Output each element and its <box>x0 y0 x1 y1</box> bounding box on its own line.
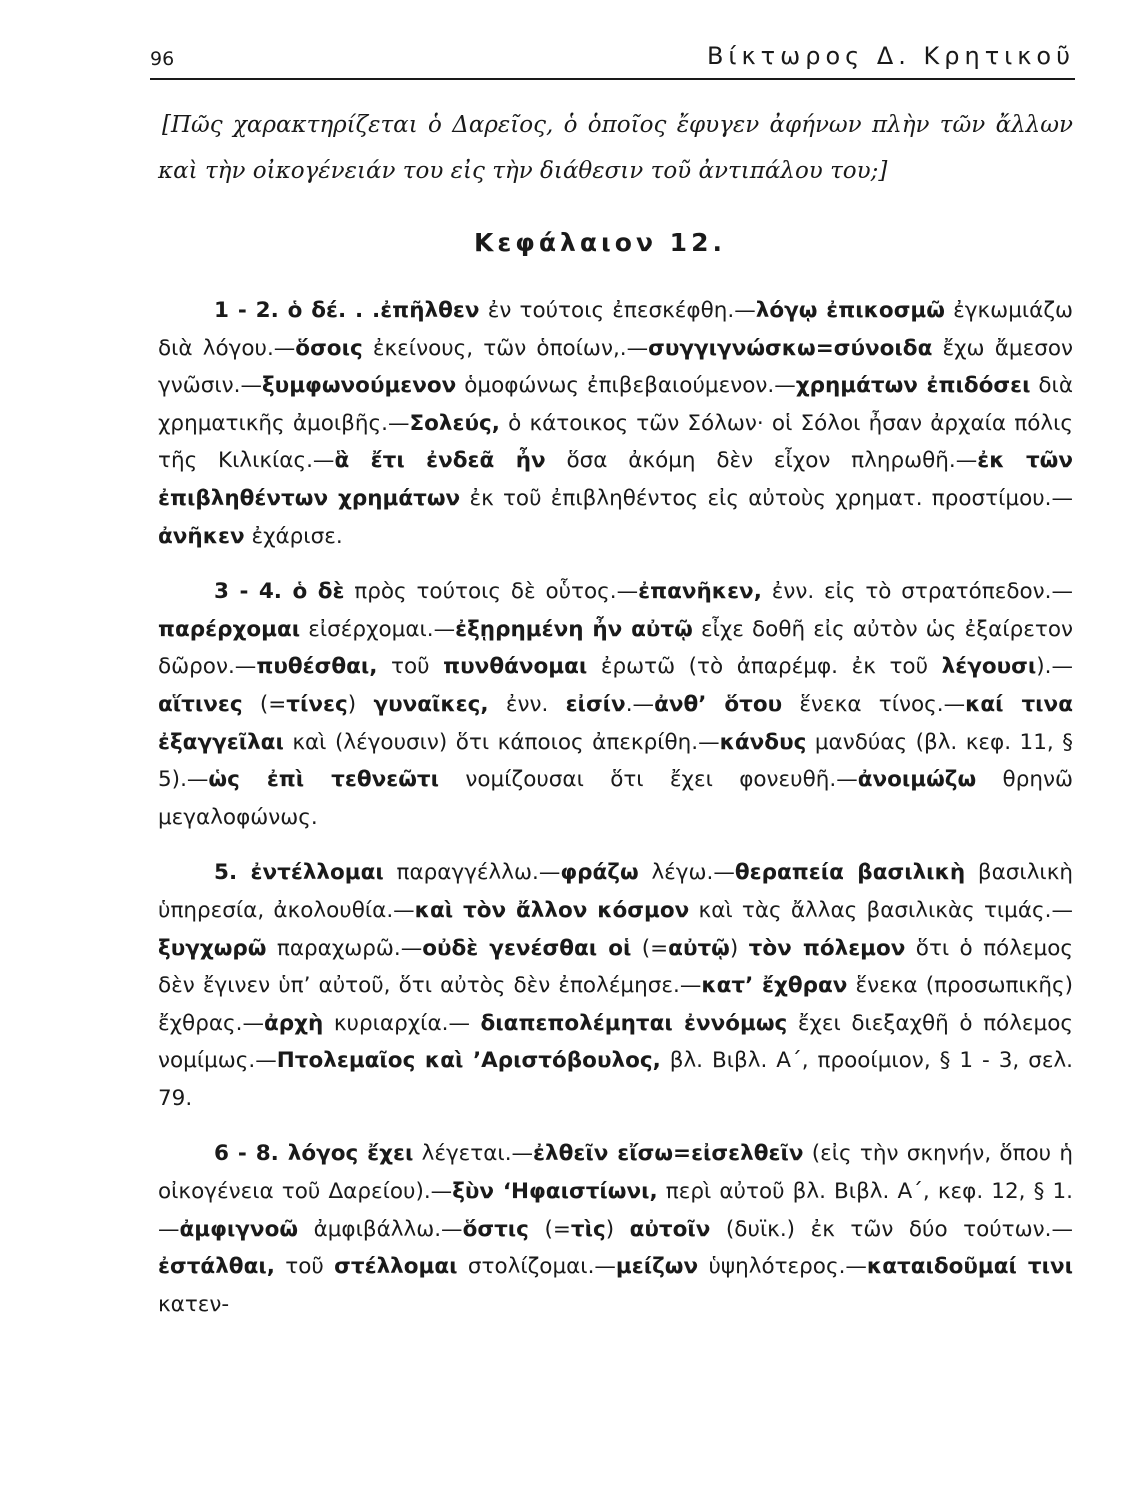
gloss-text: παραγγέλλω.— <box>383 860 561 886</box>
gloss-text: ἐν τούτοις ἐπεσκέφθη.— <box>479 298 756 323</box>
lemma-term: στέλλομαι <box>334 1254 458 1280</box>
gloss-text: λέγεται.— <box>413 1141 534 1167</box>
lemma-term: ἐπανῆκεν, <box>638 579 762 605</box>
lemma-term: λόγῳ ἐπικοσμῶ <box>755 298 945 323</box>
gloss-text: ) <box>729 935 749 961</box>
gloss-text: ἐκείνους, τῶν ὁποίων,.— <box>362 335 649 361</box>
lemma-term: ἀρχὴ <box>263 1010 324 1036</box>
lemma-term: Πτολεμαῖος καὶ ’Αριστόβουλος, <box>276 1048 661 1074</box>
lemma-term: ξυγχωρῶ <box>158 935 267 961</box>
lemma-term: εἰσίν <box>565 691 626 717</box>
lemma-term: Σολεύς, <box>409 410 500 436</box>
lemma-term: πυθέσθαι, <box>256 654 378 680</box>
lemma-term: κατ’ ἔχθραν <box>701 973 848 999</box>
gloss-text: (εἰς τὴν σκηνήν, ὅπου ἡ οἰκογένεια τοῦ Δαρείου).— <box>158 1141 1073 1205</box>
page-header <box>150 42 1075 80</box>
lemma-term: χρημάτων ἐπιδόσει <box>795 373 1031 399</box>
lemma-term: ἀνθ’ ὅτου <box>654 691 783 717</box>
lemma-term: ξὺν ‘Ηφαιστίωνι, <box>452 1179 658 1205</box>
gloss-text: διὰ χρηματικῆς ἀμοιβῆς.— <box>158 373 1073 436</box>
gloss-text: ἐχάρισε. <box>244 523 343 549</box>
gloss-text: ὑψηλότερος.— <box>698 1254 867 1280</box>
gloss-text: ὅσα ἀκόμη δὲν εἶχον πληρωθῆ.— <box>545 448 978 474</box>
lemma-term: ἐλθεῖν εἴσω=εἰσελθεῖν <box>533 1141 804 1167</box>
lemma-term: αἵτινες <box>158 691 243 717</box>
lemma-term: 6 - 8. λόγος ἔχει <box>214 1141 414 1167</box>
gloss-text: παραχωρῶ.— <box>266 935 423 961</box>
commentary-paragraph <box>158 292 1073 555</box>
running-head: Βίκτωρος Δ. Κρητικοῦ <box>706 42 1075 70</box>
lemma-term: γυναῖκες, <box>373 691 489 717</box>
gloss-text: τοῦ <box>377 654 444 680</box>
commentary-body <box>158 292 1073 1341</box>
gloss-text: (= <box>242 691 287 717</box>
lemma-term: ἐξῃρημένη ἦν αὐτῷ <box>455 616 693 642</box>
lemma-term: μείζων <box>615 1254 699 1280</box>
lemma-term: διαπεπολέμηται ἐννόμως <box>480 1010 788 1036</box>
commentary-paragraph <box>158 1135 1073 1323</box>
gloss-text: εἶχε δοθῆ εἰς αὐτὸν ὡς ἐξαίρετον δῶρον.— <box>158 616 1074 680</box>
gloss-text: κυριαρχία.— <box>323 1010 481 1036</box>
lemma-term: αὐτῷ <box>668 935 730 961</box>
gloss-text: βλ. Βιβλ. Α΄, προοίμιον, § 1 - 3, σελ. 79. <box>158 1048 1074 1111</box>
lemma-term: ἃ ἔτι ἐνδεᾶ ἦν <box>334 448 546 474</box>
gloss-text: βασιλικὴ ὑπηρεσία, ἀκολουθία.— <box>158 860 1073 923</box>
gloss-text: ) <box>347 691 374 717</box>
gloss-text: ἕνεκα (προσωπικῆς) ἔχθρας.— <box>158 973 1073 1036</box>
gloss-text: (= <box>528 1216 571 1242</box>
gloss-text: (= <box>631 935 669 961</box>
gloss-text: κατεν- <box>158 1291 230 1317</box>
gloss-text: ἐρωτῶ (τὸ ἀπαρέμφ. ἐκ τοῦ <box>587 654 942 680</box>
lemma-term: ἀνῆκεν <box>158 523 245 549</box>
gloss-text: καὶ (λέγουσιν) ὅτι κάποιος ἀπεκρίθη.— <box>283 729 720 755</box>
gloss-text: .— <box>625 691 655 717</box>
gloss-text: ἐνν. εἰς τὸ στρατόπεδον.— <box>761 579 1073 605</box>
lemma-term: θεραπεία βασιλικὴ <box>734 860 966 886</box>
gloss-text: ἀμφιβάλλω.— <box>298 1216 463 1242</box>
gloss-text: ὁμοφώνως ἐπιβεβαιούμενον.— <box>456 373 796 399</box>
lemma-term: 3 - 4. ὁ δὲ <box>214 579 345 605</box>
gloss-text: περὶ αὐτοῦ βλ. Βιβλ. Α΄, κεφ. 12, § 1.— <box>158 1179 1073 1242</box>
gloss-text: ἐγκωμιάζω διὰ λόγου.— <box>158 298 1074 361</box>
lemma-term: συγγιγνώσκω=σύνοιδα <box>648 335 933 361</box>
gloss-text: θρηνῶ μεγαλοφώνως. <box>158 767 1073 830</box>
gloss-text: (δυϊκ.) ἐκ τῶν δύο τούτων.— <box>710 1216 1073 1242</box>
gloss-text: νομίζουσαι ὅτι ἔχει φονευθῆ.— <box>439 767 858 793</box>
lemma-term: τὸν πόλεμον <box>748 935 906 961</box>
gloss-text: ὁ κάτοικος τῶν Σόλων· οἱ Σόλοι ἦσαν ἀρχαία πόλις τῆς Κιλικίας.— <box>158 410 1073 474</box>
gloss-text: τοῦ <box>274 1254 335 1280</box>
lemma-term: παρέρχομαι <box>158 616 301 642</box>
gloss-text: καὶ τὰς ἄλλας βασιλικὰς τιμάς.— <box>689 897 1073 923</box>
question-text: [Πῶς χαρακτηρίζεται ὁ Δαρεῖος, ὁ ὁποῖος ἔφυγεν ἀφήνων πλὴν τῶν ἄλλων καὶ τὴν οἰκογένειάν του εἰς τὴν διάθεσιν τοῦ ἀντιπάλου του;] <box>158 112 1073 184</box>
lemma-term: ἀμφιγνοῶ <box>179 1216 299 1242</box>
lemma-term: ἀνοιμώζω <box>857 767 977 793</box>
lemma-term: καταιδοῦμαί τινι <box>866 1254 1073 1280</box>
gloss-text: εἰσέρχομαι.— <box>300 616 456 642</box>
gloss-text: ἔχει διεξαχθῆ ὁ πόλεμος νομίμως.— <box>158 1010 1073 1074</box>
lemma-term: κάνδυς <box>719 729 807 755</box>
lemma-term: ὅσοις <box>295 335 363 361</box>
lemma-term: αὐτοῖν <box>629 1216 711 1242</box>
commentary-paragraph <box>158 573 1073 836</box>
lemma-term: ἐστάλθαι, <box>158 1254 275 1280</box>
lemma-term: ὅστις <box>462 1216 529 1242</box>
gloss-text: ἕνεκα τίνος.— <box>782 691 966 717</box>
chapter-title: Κεφάλαιον 12. <box>474 228 726 257</box>
gloss-text: ).— <box>1036 654 1073 680</box>
lemma-term: καί τινα ἐξαγγεῖλαι <box>158 691 1073 755</box>
gloss-text: ἐκ τοῦ ἐπιβληθέντος εἰς αὐτοὺς χρηματ. προστίμου.— <box>460 485 1073 511</box>
lemma-term: φράζω <box>560 860 639 886</box>
lemma-term: τίνες <box>286 691 348 717</box>
lemma-term: τὶς <box>570 1216 606 1242</box>
commentary-paragraph <box>158 854 1073 1117</box>
lemma-term: 1 - 2. ὁ δέ. . .ἐπῆλθεν <box>214 298 480 323</box>
gloss-text: ) <box>605 1216 630 1242</box>
gloss-text: ἔχω ἄμεσον γνῶσιν.— <box>158 335 1073 399</box>
lemma-term: 5. ἐντέλλομαι <box>214 860 384 886</box>
lemma-term: οὐδὲ γενέσθαι οἱ <box>422 935 632 961</box>
lemma-term: λέγουσι <box>941 654 1037 680</box>
gloss-text: ὅτι ὁ πόλεμος δὲν ἔγινεν ὑπ’ αὐτοῦ, ὅτι αὐτὸς δὲν ἐπολέμησε.— <box>158 935 1073 999</box>
gloss-text: ἐνν. <box>488 691 566 717</box>
lemma-term: ξυμφωνούμενον <box>261 373 457 399</box>
gloss-text: πρὸς τούτοις δὲ οὗτος.— <box>344 579 639 605</box>
lemma-term: ὡς ἐπὶ τεθνεῶτι <box>208 767 440 793</box>
lemma-term: ἐκ τῶν ἐπιβληθέντων χρημάτων <box>158 448 1073 511</box>
page-number: 96 <box>150 48 175 70</box>
gloss-text: μανδύας (βλ. κεφ. 11, § 5).— <box>158 729 1073 793</box>
gloss-text: στολίζομαι.— <box>457 1254 616 1280</box>
gloss-text: λέγω.— <box>638 860 735 886</box>
lemma-term: πυνθάνομαι <box>443 654 588 680</box>
lemma-term: καὶ τὸν ἄλλον κόσμον <box>414 897 690 923</box>
